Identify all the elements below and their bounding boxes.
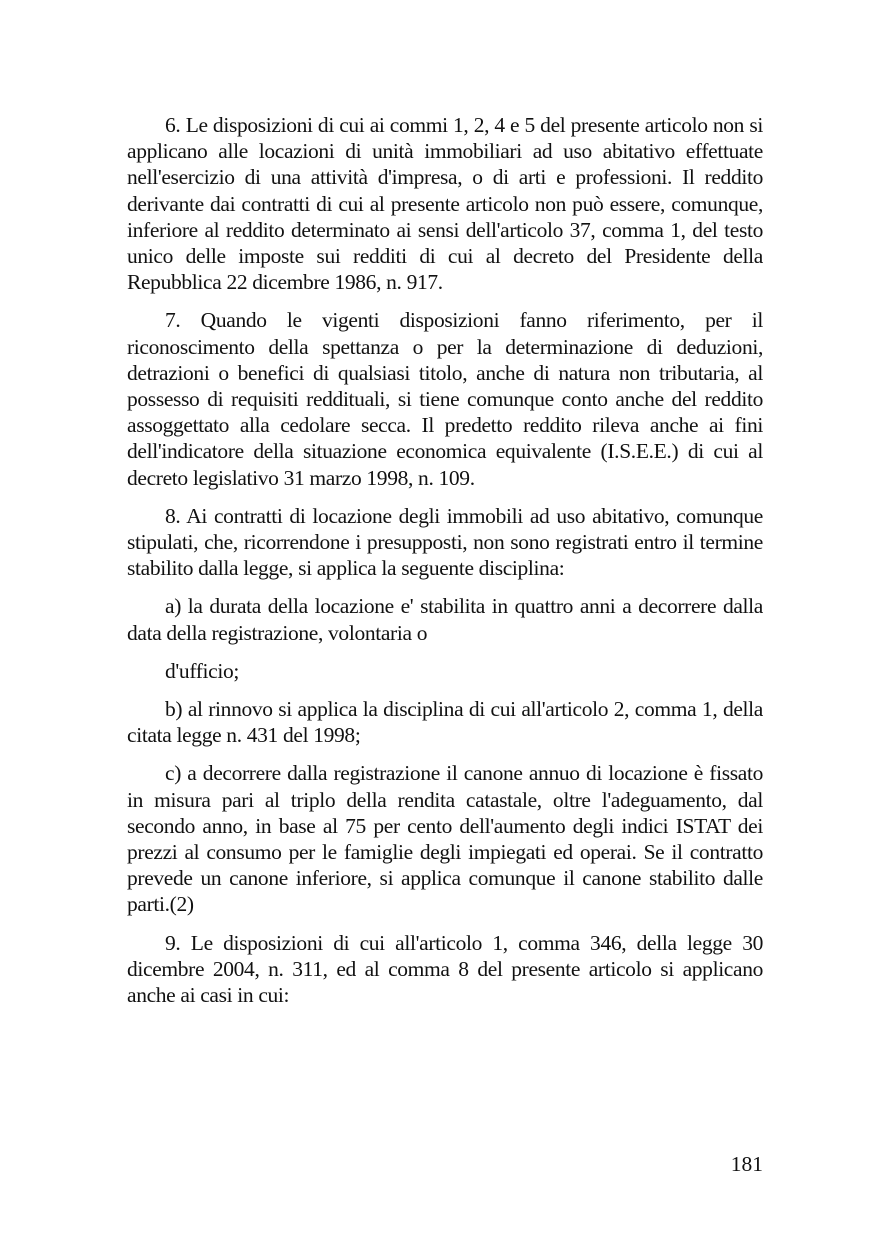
paragraph-comma-6: 6. Le disposizioni di cui ai commi 1, 2, 4 e 5 del presente articolo non si applicano alle locazioni di unità immobiliari ad uso abitativo effettuate nell'esercizio di una attività d'impresa, o di arti e professioni. Il reddito derivante dai contratti di cui al presente articolo non può essere, comunque, inferiore al reddito determinato ai sensi dell'articolo 37, comma 1, del testo unico delle imposte sui redditi di cui al decreto del Presidente della Repubblica 22 dicembre 1986, n. 917.: [127, 113, 763, 295]
page-number: 181: [730, 1152, 763, 1176]
paragraph-item-a-continued: d'ufficio;: [165, 658, 240, 683]
paragraph-comma-7: 7. Quando le vigenti disposizioni fanno riferimento, per il riconoscimento della spettanza o per la determinazione di deduzioni, detrazioni o benefici di qualsiasi titolo, anche di natura non tributaria, al possesso di requisiti reddituali, si tiene comunque conto anche del reddito assoggettato alla cedolare secca. Il predetto reddito rileva anche ai fini dell'indicatore della situazione economica equivalente (I.S.E.E.) di cui al decreto legislativo 31 marzo 1998, n. 109.: [127, 308, 763, 490]
paragraph-item-a: a) la durata della locazione e' stabilita in quattro anni a decorrere dalla data della registrazione, volontaria o: [127, 594, 763, 645]
paragraph-comma-8: 8. Ai contratti di locazione degli immobili ad uso abitativo, comunque stipulati, che, ricorrendone i presupposti, non sono registrati entro il termine stabilito dalla legge, si applica la seguente disciplina:: [127, 503, 763, 581]
document-body: [127, 112, 763, 1020]
paragraph-item-c: c) a decorrere dalla registrazione il canone annuo di locazione è fissato in misura pari al triplo della rendita catastale, oltre l'adeguamento, dal secondo anno, in base al 75 per cento dell'aumento degli indici ISTAT dei prezzi al consumo per le famiglie degli impiegati ed operai. Se il contratto prevede un canone inferiore, si applica comunque il canone stabilito dalle parti.(2): [127, 761, 763, 917]
paragraph-comma-9: 9. Le disposizioni di cui all'articolo 1, comma 346, della legge 30 dicembre 2004, n. 311, ed al comma 8 del presente articolo si applicano anche ai casi in cui:: [127, 930, 763, 1008]
paragraph-item-b: b) al rinnovo si applica la disciplina di cui all'articolo 2, comma 1, della citata legge n. 431 del 1998;: [127, 697, 763, 748]
